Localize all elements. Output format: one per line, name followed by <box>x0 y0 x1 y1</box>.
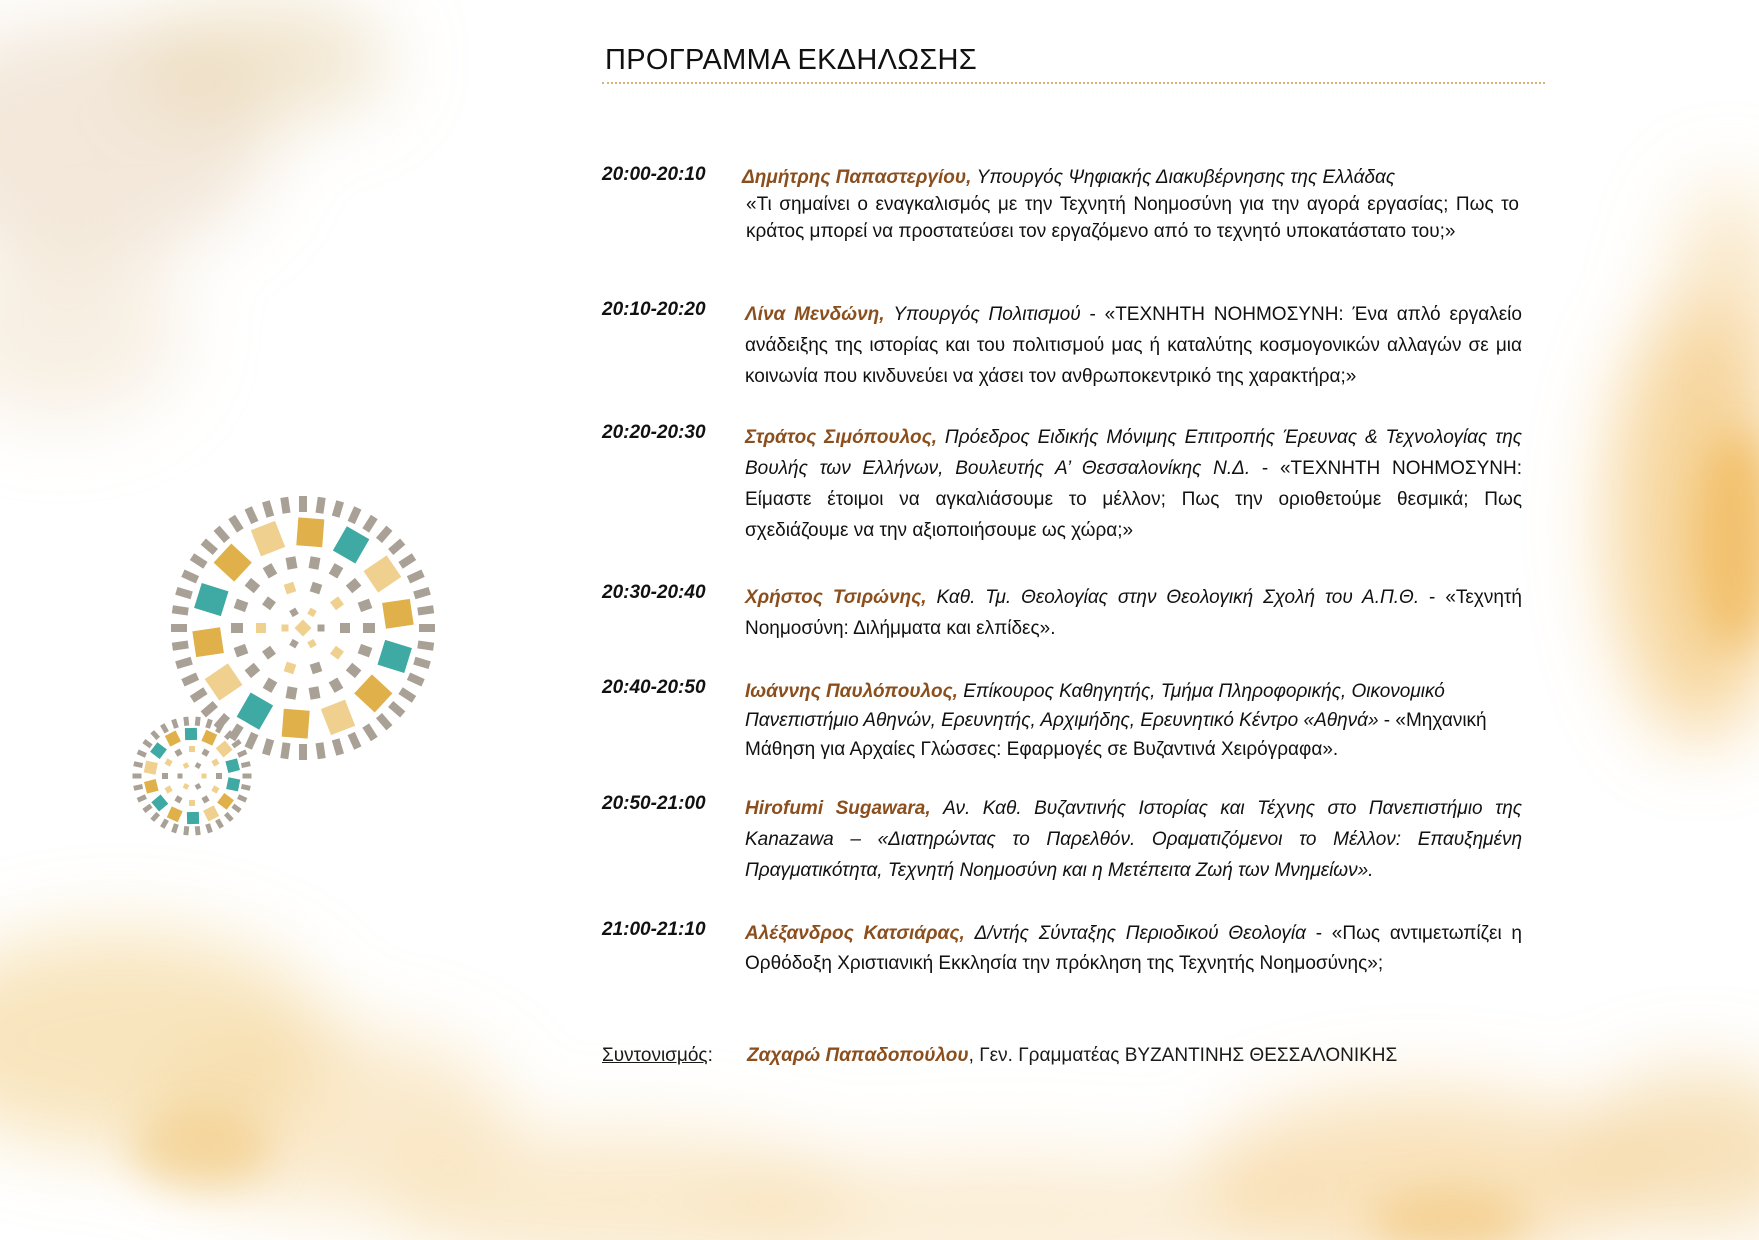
coordination-label: Συντονισμός: <box>602 1045 713 1066</box>
speaker-separator: , <box>925 798 944 819</box>
time-slot: 20:50-21:00 <box>602 793 706 814</box>
entry-text <box>745 582 1522 644</box>
mosaic-tile <box>256 623 266 633</box>
mosaic-tile <box>346 578 362 593</box>
mosaic-tile <box>309 556 321 570</box>
mosaic-tile <box>174 749 182 757</box>
mosaic-tile <box>340 623 350 633</box>
mosaic-tile <box>133 761 143 768</box>
mosaic-tile <box>309 686 321 700</box>
mosaic-tile <box>133 774 142 779</box>
mosaic-tile <box>144 761 158 775</box>
mosaic-tile <box>187 812 199 824</box>
talk-title: - «Τεχνητή Νοημοσύνη: Διλήμματα και ελπίδες». <box>745 587 1522 639</box>
mosaic-tile <box>318 625 325 632</box>
mosaic-tile <box>310 582 323 595</box>
mosaic-tile <box>377 640 411 673</box>
talk-title: - «ΤΕΧΝΗΤΗ ΝΟΗΜΟΣΥΝΗ: Είμαστε έτοιμοι να αγκαλιάσουμε το μέλλον; Πως την οριοθετούμε θεσμικά; Πως σχεδιάζουμε να την αξιοποιήσουμε ως χώρα;» <box>745 458 1522 541</box>
mosaic-tile <box>419 624 435 632</box>
mosaic-tile <box>171 624 187 632</box>
mosaic-tile <box>388 539 405 556</box>
entry-text <box>745 919 1522 979</box>
mosaic-tile <box>307 608 317 618</box>
speaker-separator: , <box>879 304 894 325</box>
mosaic-tile <box>142 739 152 748</box>
mosaic-tile <box>216 741 233 758</box>
mosaic-tile <box>194 583 228 616</box>
mosaic-tile <box>201 749 209 757</box>
mosaic-tile <box>142 804 152 813</box>
mosaic-tile <box>214 526 231 543</box>
mosaic-tile <box>137 794 147 802</box>
speaker-role: Πρόεδρος Ειδικής Μόνιμης Επιτροπής Έρευνας & Τεχνολογίας της Βουλής των Ελλήνων, Βουλευτής Α’ Θεσσαλονίκης Ν.Δ. <box>745 427 1523 479</box>
mosaic-tile <box>376 526 393 543</box>
speaker-name: Λίνα Μενδώνη <box>745 304 880 325</box>
mosaic-tile <box>172 605 189 615</box>
title-divider <box>602 82 1545 84</box>
mosaic-tile <box>364 555 402 592</box>
mosaic-tile <box>333 526 370 563</box>
talk-title: - «ΤΕΧΝΗΤΗ ΝΟΗΜΟΣΥΝΗ: Ένα απλό εργαλείο ανάδειξης της ιστορίας και του πολιτισμού μας ή καταλύτης κοσμογονικών αλλαγών σε μια κοινωνία που κινδυνεύει να χάσει τον ανθρωποκεντρικό της χαρακτήρα;» <box>745 304 1522 387</box>
mosaic-tile <box>241 761 251 768</box>
mosaic-tile <box>330 596 344 610</box>
mosaic-tile <box>151 795 168 812</box>
mosaic-tile <box>398 687 416 702</box>
coordinator-role: , Γεν. Γραμματέας ΒΥΖΑΝΤΙΝΗΣ ΘΕΣΣΑΛΟΝΙΚΗΣ <box>968 1045 1398 1066</box>
mosaic-tile <box>203 805 219 821</box>
mosaic-tile <box>201 539 218 556</box>
time-slot: 20:00-20:10 <box>602 164 706 185</box>
speaker-role: Υπουργός Πολιτισμού <box>893 304 1081 325</box>
mosaic-tile <box>228 515 243 533</box>
speaker-separator: , <box>921 587 937 608</box>
mosaic-tile <box>133 784 143 791</box>
speaker-separator: , <box>959 923 975 944</box>
mosaic-tile <box>211 785 219 793</box>
mosaic-tile <box>150 730 160 740</box>
mosaic-tile <box>237 749 247 757</box>
mosaic-tile <box>150 812 160 822</box>
mosaic-tile <box>299 744 307 760</box>
mosaic-tile <box>282 625 289 632</box>
mosaic-tile <box>362 723 377 741</box>
mosaic-tile <box>310 662 323 675</box>
mosaic-tile <box>286 686 298 700</box>
time-slot: 20:20-20:30 <box>602 422 706 443</box>
coordination-text <box>747 1045 1527 1067</box>
talk-title: «Τι σημαίνει ο εναγκαλισμός με την Τεχνητή Νοημοσύνη για την αγορά εργασίας; Πως το κράτος μπορεί να προστατεύσει τον εργαζόμενο από το τεχνητό υποκατάστατο του;» <box>746 194 1519 242</box>
mosaic-tile <box>160 723 169 733</box>
speaker-role: Επίκουρος Καθηγητής, Τμήμα Πληροφορικής, Οικονομικό Πανεπιστήμιο Αθηνών, Ερευνητής, Αρχιμήδης, Ερευνητικό Κέντρο «Αθηνά» <box>745 681 1445 731</box>
mosaic-tile <box>195 717 201 726</box>
mosaic-tile <box>175 587 193 599</box>
mosaic-tile <box>160 818 169 828</box>
mosaic-tile <box>329 563 344 578</box>
mosaic-tile <box>237 794 247 802</box>
mosaic-tile <box>237 692 274 729</box>
talk-title: - «Μηχανική Μάθηση για Αρχαίες Γλώσσες: Εφαρμογές σε Βυζαντινά Χειρόγραφα». <box>745 710 1487 760</box>
mosaic-tile <box>354 674 392 712</box>
mosaic-tile <box>280 742 290 759</box>
mosaic-tile <box>215 818 224 828</box>
mosaic-center <box>295 620 312 637</box>
coordinator-name: Ζαχαρώ Παπαδοπούλου <box>747 1045 969 1066</box>
mosaic-tile <box>231 623 243 633</box>
entry-text <box>745 677 1522 764</box>
mosaic-tile <box>195 783 202 790</box>
mosaic-tile <box>245 663 261 678</box>
entry-text <box>745 299 1522 392</box>
mosaic-tile <box>346 663 362 678</box>
speaker-name: Δημήτρης Παπαστεργίου <box>742 167 967 188</box>
mosaic-tile <box>178 774 183 779</box>
mosaic-tile <box>263 678 278 693</box>
mosaic-tile <box>202 774 207 779</box>
mosaic-tile <box>175 657 193 669</box>
mosaic-tile <box>205 663 243 700</box>
mosaic-tile <box>280 497 290 514</box>
time-slot: 20:30-20:40 <box>602 582 706 603</box>
mosaic-tile <box>231 739 241 748</box>
mosaic-tile <box>363 623 375 633</box>
mosaic-tile <box>216 773 222 779</box>
mosaic-tile <box>189 800 195 806</box>
mosaic-tile <box>417 640 434 650</box>
speaker-name: Ιωάννης Παυλόπουλος <box>745 681 953 702</box>
mosaic-tile <box>171 823 179 833</box>
mosaic-tile <box>190 553 208 568</box>
mosaic-tile <box>201 795 209 803</box>
mosaic-tile <box>329 678 344 693</box>
mosaic-tile <box>165 758 173 766</box>
mosaic-tile <box>165 785 173 793</box>
talk-title: - «Πως αντιμετωπίζει η Ορθόδοξη Χριστιανική Εκκλησία την πρόκληση της Τεχνητής Νοημοσύνης»; <box>745 923 1522 974</box>
mosaic-tile <box>296 517 324 547</box>
mosaic-tile <box>263 563 278 578</box>
speaker-role: Υπουργός Ψηφιακής Διακυβέρνησης της Ελλάδας <box>976 167 1396 188</box>
mosaic-tile <box>183 762 190 769</box>
mosaic-tile <box>413 587 431 599</box>
mosaic-tile <box>183 717 189 726</box>
mosaic-tile <box>214 544 252 582</box>
mosaic-tile <box>243 774 252 779</box>
entry-text <box>745 422 1522 546</box>
mosaic-tile <box>211 758 219 766</box>
mosaic-tile <box>407 673 425 687</box>
mosaic-tile <box>398 553 416 568</box>
speaker-name: Στράτος Σιμόπουλος <box>745 427 932 448</box>
mosaic-tile <box>284 662 297 675</box>
mosaic-tile <box>282 709 310 739</box>
mosaic-tile <box>289 639 299 649</box>
speaker-separator: , <box>931 427 945 448</box>
mosaic-tile <box>174 795 182 803</box>
mosaic-tile <box>183 826 189 835</box>
mosaic-tile <box>348 732 362 750</box>
mosaic-tile <box>321 700 355 736</box>
mosaic-tile <box>245 506 259 524</box>
mosaic-tile <box>376 713 393 730</box>
mosaic-tile <box>362 515 377 533</box>
mosaic-tile <box>307 639 317 649</box>
mosaic-tile <box>137 749 147 757</box>
mosaic-tile <box>358 599 373 613</box>
mosaic-tile <box>289 608 299 618</box>
mosaic-tile <box>234 644 249 658</box>
mosaic-tile <box>205 823 213 833</box>
mosaic-tile <box>315 742 325 759</box>
mosaic-tile <box>286 556 298 570</box>
mosaic-tile <box>315 497 325 514</box>
mosaic-tile <box>262 596 276 610</box>
mosaic-tile <box>185 728 197 740</box>
mosaic-tile <box>226 777 240 791</box>
mosaic-tile <box>262 738 274 756</box>
mosaic-tile <box>388 701 405 718</box>
mosaic-tile <box>201 701 218 718</box>
speaker-role: Δ/ντής Σύνταξης Περιοδικού Θεολογία <box>974 923 1306 944</box>
mosaic-tile <box>348 506 362 524</box>
mosaic-tile <box>245 578 261 593</box>
time-slot: 20:40-20:50 <box>602 677 706 698</box>
mosaic-tile <box>190 687 208 702</box>
mosaic-tile <box>217 793 234 810</box>
mosaic-tile <box>189 746 195 752</box>
mosaic-tile <box>241 784 251 791</box>
mosaic-tile <box>167 806 183 822</box>
mosaic-tile <box>413 657 431 669</box>
mosaic-tile <box>262 500 274 518</box>
mosaic-tile <box>225 758 240 773</box>
speaker-separator: , <box>966 167 977 188</box>
page-title: ΠΡΟΓΡΑΜΜΑ ΕΚΔΗΛΩΣΗΣ <box>605 44 978 76</box>
mosaic-tile <box>195 762 202 769</box>
entry-text <box>745 793 1522 886</box>
time-slot: 21:00-21:10 <box>602 919 706 940</box>
mosaic-tile <box>330 646 344 660</box>
mosaic-tile <box>358 644 373 658</box>
speaker-name: Χρήστος Τσιρώνης <box>745 587 922 608</box>
mosaic-tile <box>245 732 259 750</box>
mosaic-tile <box>181 570 199 584</box>
mosaic-tile <box>192 627 224 657</box>
speaker-role: Καθ. Τμ. Θεολογίας στην Θεολογική Σχολή του Α.Π.Θ. <box>936 587 1420 608</box>
speaker-name: Αλέξανδρος Κατσιάρας <box>745 923 960 944</box>
speaker-role: Αν. Καθ. Βυζαντινής Ιστορίας και Τέχνης στο Πανεπιστήμιο της Kanazawa – «Διατηρώντας το Παρελθόν. Οραματιζόμενοι το Μέλλον: Επαυξημένη Πραγματικότητα, Τεχνητή Νοημοσύνη και η Μετέπειτα Ζωή των Μνημείων». <box>745 798 1522 881</box>
mosaic-circles-ornament <box>120 495 450 845</box>
mosaic-tile <box>172 640 189 650</box>
mosaic-tile <box>332 738 344 756</box>
mosaic-tile <box>144 779 159 794</box>
mosaic-tile <box>150 742 167 759</box>
speaker-separator: , <box>952 681 964 702</box>
mosaic-tile <box>205 719 213 729</box>
mosaic-tile <box>407 570 425 584</box>
mosaic-tile <box>183 783 190 790</box>
speaker-name: Hirofumi Sugawara <box>745 798 926 819</box>
mosaic-tile <box>382 599 414 629</box>
mosaic-tile <box>251 521 285 557</box>
mosaic-tile <box>417 605 434 615</box>
mosaic-tile <box>332 500 344 518</box>
mosaic-tile <box>195 826 201 835</box>
mosaic-tile <box>299 496 307 512</box>
mosaic-tile <box>231 804 241 813</box>
mosaic-tile <box>224 812 234 822</box>
mosaic-tile <box>284 582 297 595</box>
mosaic-tile <box>201 730 217 746</box>
mosaic-tile <box>181 673 199 687</box>
mosaic-tile <box>165 731 181 747</box>
mosaic-tile <box>262 646 276 660</box>
mosaic-tile <box>171 719 179 729</box>
entry-text <box>742 164 1519 245</box>
mosaic-tile <box>234 599 249 613</box>
mosaic-tile <box>162 773 168 779</box>
time-slot: 20:10-20:20 <box>602 299 706 320</box>
